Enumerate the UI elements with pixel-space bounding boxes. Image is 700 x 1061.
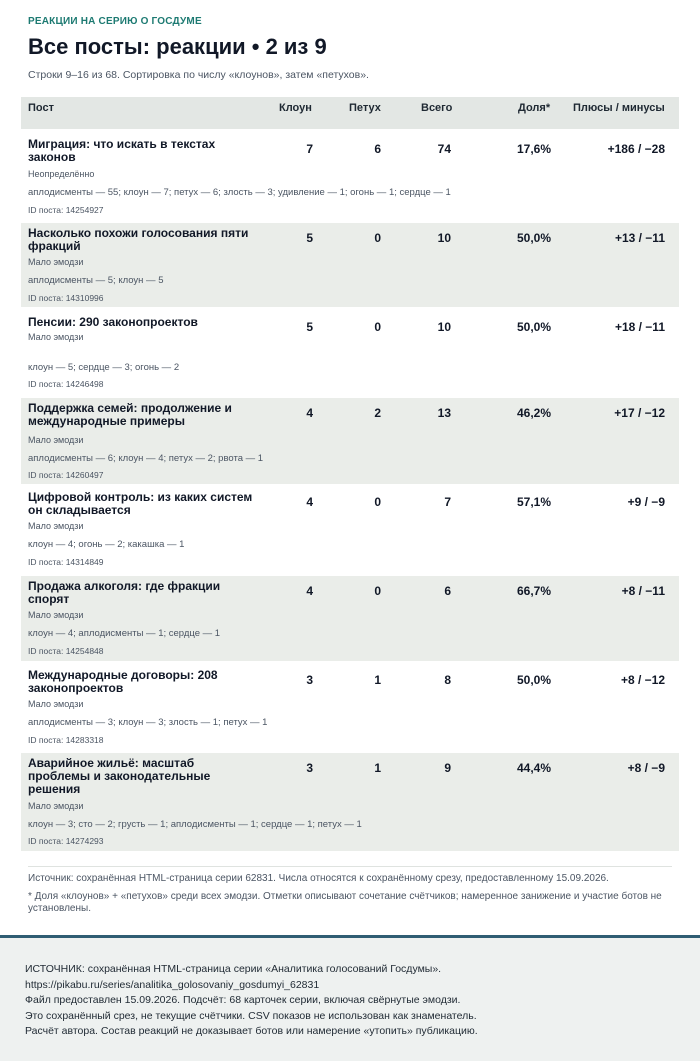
column-header-post: Пост xyxy=(28,102,54,114)
source-box xyxy=(0,935,700,1061)
plus-minus-value: +13 / −11 xyxy=(614,231,665,245)
plus-minus-value: +8 / −11 xyxy=(621,584,665,598)
post-id: ID поста: 14254848 xyxy=(28,646,104,656)
table-row xyxy=(21,753,679,851)
post-title: Миграция: что искать в текстах законов xyxy=(28,137,216,164)
rooster-count: 6 xyxy=(374,142,381,156)
post-title: Аварийное жильё: масштаб проблемы и законодательные решения xyxy=(28,756,211,796)
total-count: 74 xyxy=(437,142,451,156)
post-title: Пенсии: 290 законопроектов xyxy=(28,315,198,329)
table-row xyxy=(21,398,679,484)
plus-minus-value: +8 / −12 xyxy=(620,673,665,687)
total-count: 7 xyxy=(444,495,451,509)
source-line: Файл предоставлен 15.09.2026. Подсчёт: 68 карточек серии, включая свёрнутые эмодзи. xyxy=(25,994,461,1006)
plus-minus-value: +8 / −9 xyxy=(627,761,665,775)
share-value: 17,6% xyxy=(516,142,551,156)
clown-count: 4 xyxy=(306,584,313,598)
plus-minus-value: +9 / −9 xyxy=(627,495,665,509)
plus-minus-value: +17 / −12 xyxy=(614,406,665,420)
post-category: Мало эмодзи xyxy=(28,699,84,709)
post-category: Мало эмодзи xyxy=(28,521,84,531)
share-value: 46,2% xyxy=(516,406,551,420)
total-count: 9 xyxy=(444,761,451,775)
post-category: Мало эмодзи xyxy=(28,801,84,811)
post-category: Мало эмодзи xyxy=(28,332,84,342)
rooster-count: 0 xyxy=(374,495,381,509)
clown-count: 5 xyxy=(306,320,313,334)
rooster-count: 2 xyxy=(374,406,381,420)
rooster-count: 1 xyxy=(374,673,381,687)
share-footnote: * Доля «клоунов» + «петухов» среди всех эмодзи. Отметки описывают сочетание счётчиков; намеренное занижение и участие ботов не установлены. xyxy=(28,891,662,914)
total-count: 10 xyxy=(437,320,451,334)
rooster-count: 1 xyxy=(374,761,381,775)
post-id: ID поста: 14254927 xyxy=(28,205,104,215)
total-count: 10 xyxy=(437,231,451,245)
plus-minus-value: +18 / −11 xyxy=(614,320,665,334)
share-value: 44,4% xyxy=(516,761,551,775)
post-title: Продажа алкоголя: где фракции спорят xyxy=(28,579,221,606)
table-row xyxy=(21,487,679,572)
table-row xyxy=(21,134,679,219)
total-count: 6 xyxy=(444,584,451,598)
source-url: https://pikabu.ru/series/analitika_golosovaniy_gosdumyi_62831 xyxy=(25,978,320,991)
emoji-breakdown: клоун — 5; сердце — 3; огонь — 2 xyxy=(28,362,180,373)
emoji-breakdown: клоун — 3; сто — 2; грусть — 1; аплодисменты — 1; сердце — 1; петух — 1 xyxy=(28,819,362,830)
clown-count: 4 xyxy=(306,406,313,420)
column-header-clown: Клоун xyxy=(279,102,312,114)
post-category: Мало эмодзи xyxy=(28,257,84,267)
share-value: 66,7% xyxy=(516,584,551,598)
post-title: Поддержка семей: продолжение и международные примеры xyxy=(28,401,232,428)
table-header xyxy=(21,97,679,129)
source-line: Это сохранённый срез, не текущие счётчики. CSV показов не использован как знаменатель. xyxy=(25,1009,477,1022)
column-header-total: Всего xyxy=(421,102,453,114)
column-header-rooster: Петух xyxy=(349,102,381,114)
table-row xyxy=(21,223,679,307)
source-line: Расчёт автора. Состав реакций не доказывает ботов или намерение «утопить» публикацию. xyxy=(25,1025,478,1037)
post-title: Цифровой контроль: из каких систем он складывается xyxy=(28,490,253,517)
post-id: ID поста: 14314849 xyxy=(28,557,104,567)
clown-count: 7 xyxy=(306,142,313,156)
post-category: Мало эмодзи xyxy=(28,610,84,620)
emoji-breakdown: аплодисменты — 6; клоун — 4; петух — 2; рвота — 1 xyxy=(28,453,264,464)
post-id: ID поста: 14283318 xyxy=(28,735,104,745)
rooster-count: 0 xyxy=(374,231,381,245)
kicker: РЕАКЦИИ НА СЕРИЮ О ГОСДУМЕ xyxy=(28,16,202,27)
share-value: 50,0% xyxy=(516,231,551,245)
table-row xyxy=(21,312,679,394)
post-id: ID поста: 14260497 xyxy=(28,470,104,480)
share-value: 57,1% xyxy=(516,495,551,509)
source-note: Источник: сохранённая HTML-страница серии 62831. Числа относятся к сохранённому срезу, предоставленному 15.09.2026. xyxy=(28,873,609,884)
source-details xyxy=(25,962,675,1040)
total-count: 13 xyxy=(437,406,451,420)
total-count: 8 xyxy=(444,673,451,687)
table-row xyxy=(21,665,679,749)
rooster-count: 0 xyxy=(374,320,381,334)
emoji-breakdown: клоун — 4; аплодисменты — 1; сердце — 1 xyxy=(28,628,221,639)
post-id: ID поста: 14246498 xyxy=(28,379,104,389)
post-category: Мало эмодзи xyxy=(28,435,84,445)
column-header-share: Доля* xyxy=(518,102,551,114)
footer-divider xyxy=(28,866,672,867)
plus-minus-value: +186 / −28 xyxy=(607,142,665,156)
emoji-breakdown: аплодисменты — 5; клоун — 5 xyxy=(28,275,164,286)
rooster-count: 0 xyxy=(374,584,381,598)
table-row xyxy=(21,576,679,661)
reactions-table xyxy=(21,97,679,851)
emoji-breakdown: аплодисменты — 55; клоун — 7; петух — 6; злость — 3; удивление — 1; огонь — 1; сердце — 1 xyxy=(28,187,451,198)
post-title: Международные договоры: 208 законопроектов xyxy=(28,668,218,695)
source-line: ИСТОЧНИК: сохранённая HTML-страница серии «Аналитика голосований Госдумы». xyxy=(25,963,442,975)
clown-count: 5 xyxy=(306,231,313,245)
post-id: ID поста: 14274293 xyxy=(28,836,104,846)
post-id: ID поста: 14310996 xyxy=(28,293,104,303)
emoji-breakdown: аплодисменты — 3; клоун — 3; злость — 1; петух — 1 xyxy=(28,717,268,728)
emoji-breakdown: клоун — 4; огонь — 2; какашка — 1 xyxy=(28,539,185,550)
clown-count: 3 xyxy=(306,761,313,775)
page-subtitle: Строки 9–16 из 68. Сортировка по числу «клоунов», затем «петухов». xyxy=(28,69,369,81)
clown-count: 4 xyxy=(306,495,313,509)
post-title: Насколько похожи голосования пяти фракций xyxy=(28,226,249,253)
share-value: 50,0% xyxy=(516,320,551,334)
share-value: 50,0% xyxy=(516,673,551,687)
post-category: Неопределённо xyxy=(28,169,95,179)
clown-count: 3 xyxy=(306,673,313,687)
column-header-plus-minus: Плюсы / минусы xyxy=(573,102,665,114)
page-title: Все посты: реакции • 2 из 9 xyxy=(28,34,327,59)
